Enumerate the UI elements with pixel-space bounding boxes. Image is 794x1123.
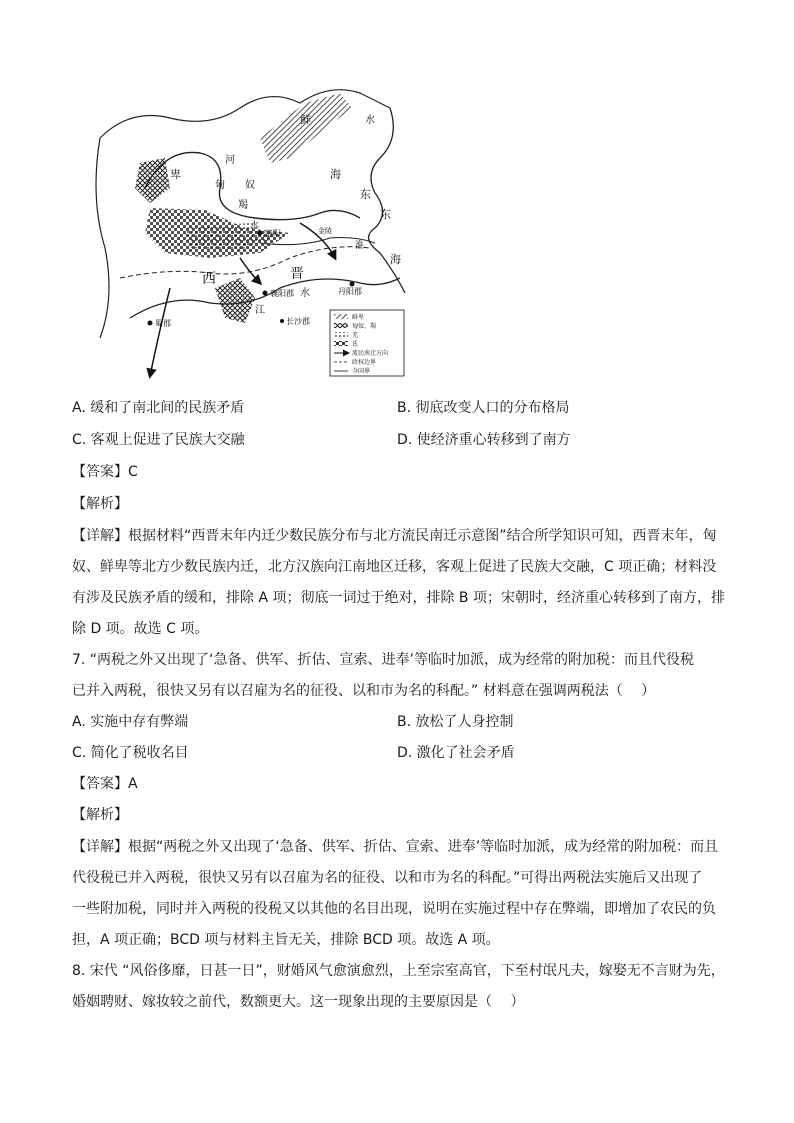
q6-detail-line: 奴、鲜卑等北方少数民族内迁，北方汉族向江南地区迁移，客观上促进了民族大交融，C 项正确；材料没 — [72, 559, 717, 575]
q6-option-c: C. 客观上促进了民族大交融 — [72, 432, 245, 448]
map-label: 江 — [255, 305, 265, 316]
q7-stem-line: 7. “两税之外又出现了‘急备、供军、折估、宣索、进奉’等临时加派，成为经常的附加税：而且代役税 — [72, 652, 694, 668]
svg-text:鲜卑: 鲜卑 — [352, 314, 365, 321]
q6-analysis-heading: 【解析】 — [72, 496, 128, 512]
q7-option-a: A. 实施中存有弊端 — [72, 714, 189, 730]
map-label: 淮 — [355, 241, 365, 251]
q8-stem-line: 8. 宋代 “风俗侈靡，日甚一日”，财婚风气愈演愈烈，上至宗室高官，下至村氓凡夫，嫁娶无不言财为先， — [72, 963, 725, 979]
q7-stem-line: 已并入两税，很快又另有以召雇为名的征役、以和市为名的科配。” 材料意在强调两税法（ ） — [72, 683, 656, 699]
map-label: 东 — [380, 208, 391, 221]
map-label: 海 — [390, 253, 401, 266]
q6-detail-line: 【详解】根据材料“西晋末年内迁少数民族分布与北方流民南迁示意图”结合所学知识可知，西晋末年，匈 — [72, 528, 717, 544]
map-label: 洛阳 — [265, 229, 281, 238]
south-migrant-area — [215, 278, 255, 323]
map-label: 鲜 — [300, 113, 311, 126]
q7-analysis-heading: 【解析】 — [72, 807, 128, 823]
q7-detail-line: 【详解】根据“两税之外又出现了‘急备、供军、折估、宣索、进奉’等临时加派，成为经常的附加税：而且 — [72, 839, 719, 855]
map-label: 西 — [202, 271, 216, 287]
map-label: 水 — [300, 288, 310, 299]
q6-option-a: A. 缓和了南北间的民族矛盾 — [72, 400, 245, 416]
northern-boundary — [100, 90, 390, 138]
map-label: 长沙郡 — [286, 317, 310, 326]
map-label: 晋 — [290, 266, 304, 282]
map-label: 羯 — [238, 200, 248, 211]
migration-map — [90, 78, 408, 380]
svg-text:氐: 氐 — [352, 341, 359, 348]
q6-detail-line: 有涉及民族矛盾的缓和，排除 A 项；彻底一词过于绝对，排除 B 项；宋朝时，经济重心转移到了南方，排 — [72, 590, 725, 606]
q7-option-c: C. 简化了税收名目 — [72, 745, 189, 761]
western-boundary — [96, 138, 109, 338]
q7-option-d: D. 激化了社会矛盾 — [397, 745, 515, 761]
q8-stem-line: 婚姻聘财、嫁妆较之前代，数额更大。这一现象出现的主要原因是（ ） — [72, 994, 525, 1010]
svg-text:羌: 羌 — [352, 332, 359, 339]
q7-detail-line: 代役税已并入两税，很快又另有以召雇为名的征役、以和市为名的科配。”可得出两税法实施后又出现了 — [72, 870, 703, 886]
svg-text:流民南迁方向: 流民南迁方向 — [352, 350, 389, 357]
q6-option-b: B. 彻底改变人口的分布格局 — [397, 400, 570, 416]
q7-answer: 【答案】A — [72, 776, 138, 792]
q6-option-d: D. 使经济重心转移到了南方 — [397, 432, 571, 448]
q6-detail-line: 除 D 项。故选 C 项。 — [72, 621, 209, 637]
map-label: 水 — [365, 115, 375, 126]
map-label: 丹阳郡 — [338, 287, 362, 296]
map-label: 匈 — [215, 180, 225, 191]
q6-answer: 【答案】C — [72, 464, 138, 480]
xiongnu-area — [135, 158, 170, 203]
map-label: 东 — [360, 188, 371, 201]
q7-detail-line: 一些附加税，同时并入两税的役税又以其他的名目出现，说明在实施过程中存在弊端，即增加了农民的负 — [72, 901, 716, 917]
q7-detail-line: 担，A 项正确；BCD 项与材料主旨无关，排除 BCD 项。故选 A 项。 — [72, 932, 500, 948]
map-label: 水 — [250, 221, 260, 231]
map-label: 蜀郡 — [155, 319, 171, 328]
xianbei-area-ne — [260, 93, 352, 163]
svg-text:政权边界: 政权边界 — [352, 359, 377, 366]
map-label: 奴 — [245, 180, 255, 191]
map-label: 襄阳郡 — [270, 289, 294, 298]
q7-option-b: B. 放松了人身控制 — [397, 714, 514, 730]
map-label: 金陵 — [318, 227, 332, 235]
map-label: 河 — [225, 155, 235, 166]
svg-text:匈奴、羯: 匈奴、羯 — [352, 323, 377, 330]
map-legend — [330, 310, 404, 376]
migration-arrow-south — [150, 288, 170, 376]
map-label: 海 — [330, 168, 341, 181]
map-label: 卑 — [170, 168, 181, 181]
svg-text:今国界: 今国界 — [352, 368, 371, 375]
